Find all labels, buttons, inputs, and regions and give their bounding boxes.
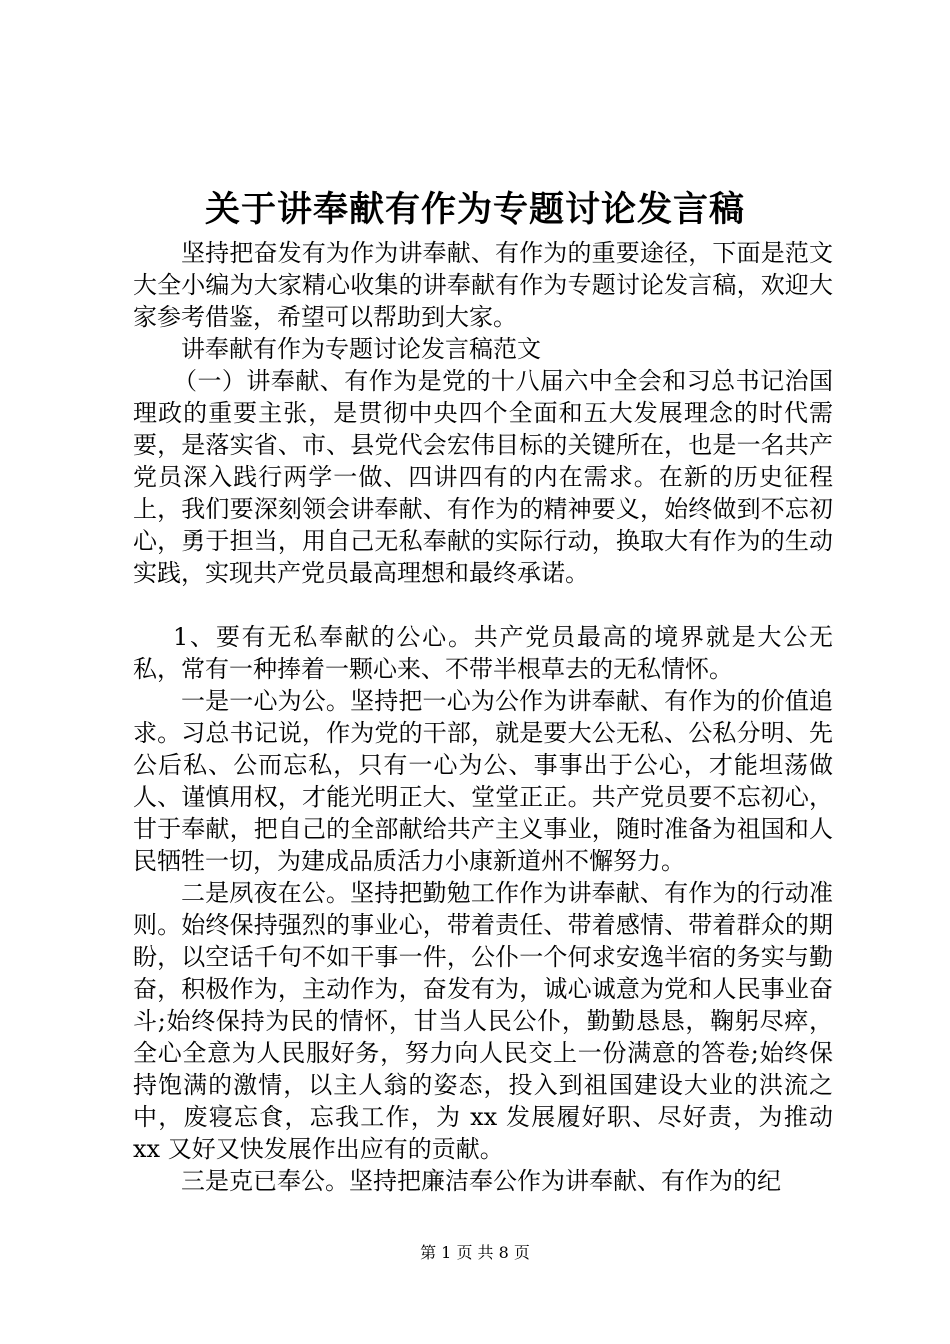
- section-heading: 讲奉献有作为专题讨论发言稿范文: [181, 335, 541, 363]
- document-title: 关于讲奉献有作为专题讨论发言稿: [204, 189, 745, 230]
- body-paragraph: 一是一心为公。坚持把一心为公作为讲奉献、有作为的价值追求。习总书记说，作为党的干部，就是要大公无私、公私分明、先公后私、公而忘私，只有一心为公、事事出于公心，才能坦荡做人、谨慎用权，才能光明正大、堂堂正正。共产党员要不忘初心，甘于奉献，把自己的全部献给共产主义事业，随时准备为祖国和人民牺牲一切，为建成品质活力小康新道州不懈努力。: [133, 687, 833, 875]
- page-footer: 第 1 页 共 8 页: [420, 1243, 530, 1262]
- paragraph-spacer: [133, 589, 833, 621]
- body-paragraph: 1、要有无私奉献的公心。共产党员最高的境界就是大公无私，常有一种捧着一颗心来、不带半根草去的无私情怀。: [133, 623, 833, 683]
- intro-paragraph: 坚持把奋发有为作为讲奉献、有作为的重要途径，下面是范文大全小编为大家精心收集的讲奉献有作为专题讨论发言稿，欢迎大家参考借鉴，希望可以帮助到大家。: [133, 239, 833, 331]
- document-body: [133, 237, 833, 1197]
- body-paragraph: 二是夙夜在公。坚持把勤勉工作作为讲奉献、有作为的行动准则。始终保持强烈的事业心，带着责任、带着感情、带着群众的期盼，以空话千句不如干事一件，公仆一个何求安逸半宿的务实与勤奋，积极作为，主动作为，奋发有为，诚心诚意为党和人民事业奋斗;始终保持为民的情怀，甘当人民公仆，勤勤恳恳，鞠躬尽瘁，全心全意为人民服好务，努力向人民交上一份满意的答卷;始终保持饱满的激情，以主人翁的姿态，投入到祖国建设大业的洪流之中，废寝忘食，忘我工作，为 xx 发展履好职、尽好责，为推动 xx 又好又快发展作出应有的贡献。: [133, 879, 833, 1163]
- body-paragraph: 三是克已奉公。坚持把廉洁奉公作为讲奉献、有作为的纪: [181, 1167, 781, 1195]
- body-paragraph: （一）讲奉献、有作为是党的十八届六中全会和习总书记治国理政的重要主张，是贯彻中央四个全面和五大发展理念的时代需要，是落实省、市、县党代会宏伟目标的关键所在，也是一名共产党员深入践行两学一做、四讲四有的内在需求。在新的历史征程上，我们要深刻领会讲奉献、有作为的精神要义，始终做到不忘初心，勇于担当，用自己无私奉献的实际行动，换取大有作为的生动实践，实现共产党员最高理想和最终承诺。: [133, 367, 833, 587]
